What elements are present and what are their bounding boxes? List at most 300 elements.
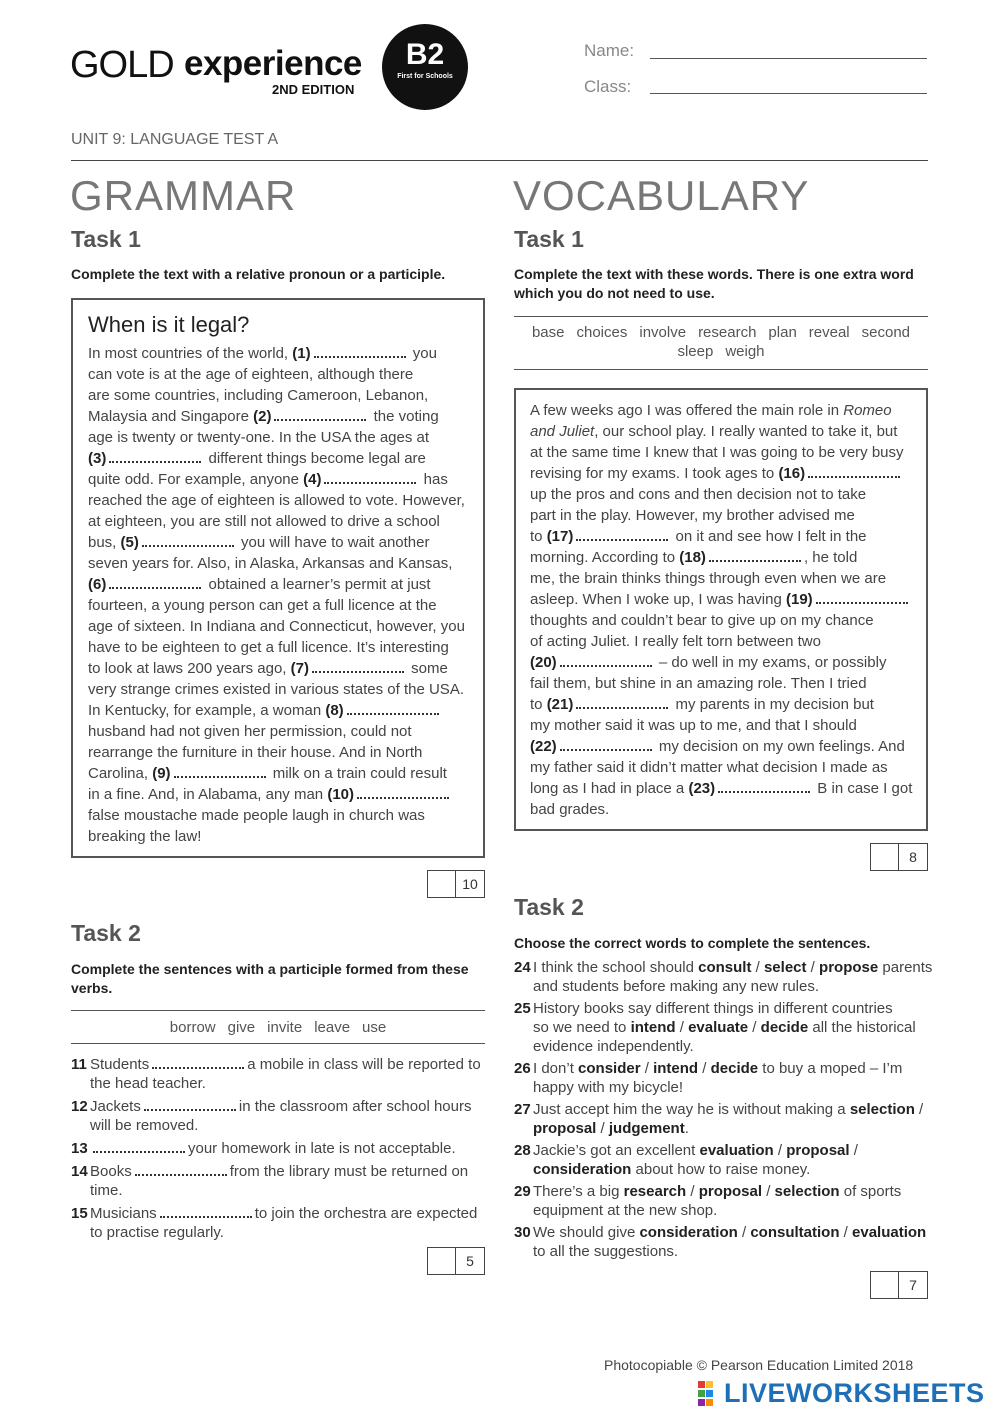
sentence-text: /: [675, 1019, 689, 1036]
choice-item: [514, 1223, 928, 1261]
sentence-text: /: [839, 1224, 853, 1241]
copyright: Photocopiable © Pearson Education Limited 2018: [604, 1357, 914, 1373]
word-choice[interactable]: consideration: [533, 1161, 632, 1178]
score-max: 7: [909, 1277, 917, 1293]
passage-text: different things become legal are: [204, 450, 426, 467]
answer-gap[interactable]: [347, 701, 439, 715]
passage-text: very strange crimes existed in various states of the USA.: [88, 681, 464, 698]
choice-line: [533, 1223, 928, 1242]
passage-line: [88, 742, 473, 763]
brand-gold: GOLD: [70, 44, 174, 86]
passage-text: me, the brain thinks things through even when we are: [530, 570, 887, 587]
choice-item: [514, 1182, 928, 1220]
answer-gap[interactable]: [109, 449, 201, 463]
passage-line: [88, 700, 473, 721]
passage-text: on it and see how I felt in the: [671, 528, 867, 545]
item-number: 29: [514, 1183, 531, 1200]
sentence-text: Books: [90, 1163, 132, 1180]
passage-line: [88, 805, 473, 826]
sentence-text: so we need to: [533, 1019, 631, 1036]
answer-gap[interactable]: [314, 344, 406, 358]
passage-text: my parents in my decision but: [671, 696, 874, 713]
passage-line: [88, 343, 473, 364]
passage-text: seven years for. Also, in Alaska, Arkansas and Kansas,: [88, 555, 453, 572]
sentence-text: parents: [878, 959, 933, 976]
grammar-task2-items: [71, 1055, 485, 1246]
choice-line: [533, 1037, 928, 1056]
answer-gap[interactable]: [560, 653, 652, 667]
passage-line: [88, 784, 473, 805]
word-option: involve: [639, 324, 687, 341]
word-option: borrow: [169, 1019, 216, 1036]
sentence-text: /: [751, 959, 764, 976]
word-row: [514, 323, 928, 342]
answer-gap[interactable]: [709, 548, 801, 562]
answer-gap[interactable]: [160, 1204, 252, 1218]
passage-text: quite odd. For example, anyone: [88, 471, 304, 488]
passage-text: have to be eighteen to get a full licence. It’s interesting: [88, 639, 449, 656]
word-choice[interactable]: consideration: [639, 1224, 738, 1241]
answer-gap[interactable]: [718, 779, 810, 793]
passage-text: are some countries, including Cameroon, Lebanon,: [88, 387, 429, 404]
gap-number: (2): [253, 408, 272, 425]
passage-text: Malaysia and Singapore: [88, 408, 254, 425]
grammar-task2-heading: Task 2: [71, 920, 141, 946]
word-option: leave: [314, 1019, 351, 1036]
word-option: sleep: [677, 343, 714, 360]
grammar-word-box: [71, 1010, 485, 1044]
sentence-text: a mobile in class will be reported to: [247, 1056, 481, 1073]
sentence-text: Students: [90, 1056, 150, 1073]
word-choice[interactable]: selection: [849, 1101, 915, 1118]
passage-text: bus,: [88, 534, 121, 551]
choice-line: [533, 958, 932, 977]
score-box-vocab-task2[interactable]: [870, 1271, 928, 1299]
passage-text: reached the age of eighteen is allowed to vote. However,: [88, 492, 465, 509]
sentence-text: evidence independently.: [533, 1038, 694, 1055]
word-option: reveal: [808, 324, 850, 341]
sentence-text: of sports: [839, 1183, 902, 1200]
sentence-text: History books say different things in different countries: [533, 1000, 893, 1017]
grammar-title: GRAMMAR: [70, 172, 297, 219]
passage-line: [530, 778, 920, 799]
word-choice[interactable]: evaluate: [688, 1019, 749, 1036]
sentence-text: to join the orchestra are expected: [254, 1205, 478, 1222]
item-number: 13: [71, 1140, 88, 1157]
passage-text: you will have to wait another: [236, 534, 430, 551]
vocab-text-box: [514, 388, 928, 831]
name-field[interactable]: [650, 58, 927, 59]
word-choice[interactable]: evaluation: [699, 1142, 774, 1159]
item-number: 26: [514, 1060, 531, 1077]
level-badge: [382, 24, 468, 110]
word-choice[interactable]: proposal: [786, 1142, 850, 1159]
passage-line: [88, 637, 473, 658]
passage-text: thoughts and couldn’t bear to give up on my chance: [530, 612, 874, 629]
passage-line: [530, 442, 920, 463]
passage-text: my mother said it was up to me, and that I should: [530, 717, 857, 734]
passage-line: [530, 505, 920, 526]
answer-gap[interactable]: [576, 527, 668, 541]
word-option: give: [227, 1019, 256, 1036]
passage-line: [88, 364, 473, 385]
sentence-text: to all the suggestions.: [533, 1243, 679, 1260]
passage-line: [530, 400, 920, 421]
choice-item: [514, 1100, 928, 1138]
passage-text: some: [406, 660, 448, 677]
word-option: plan: [768, 324, 797, 341]
passage-text: my decision on my own feelings. And: [654, 738, 905, 755]
gap-number: (16): [778, 465, 806, 482]
passage-text: long as I had in place a: [530, 780, 689, 797]
gap-number: (9): [152, 765, 171, 782]
gap-number: (22): [530, 738, 557, 755]
word-choice[interactable]: decide: [710, 1060, 759, 1077]
passage-text: , our school play. I really wanted to take it, but: [594, 423, 898, 440]
box-title: When is it legal?: [88, 312, 250, 337]
sentence-text: /: [914, 1101, 924, 1118]
answer-gap[interactable]: [109, 575, 201, 589]
vocab-task2-instruction: Choose the correct words to complete the sentences.: [514, 935, 871, 951]
passage-text: in a fine. And, in Alabama, any man: [88, 786, 328, 803]
passage-text: the voting: [369, 408, 439, 425]
gap-number: (7): [290, 660, 309, 677]
grammar-task1-instruction: Complete the text with a relative pronoun or a participle.: [71, 266, 446, 282]
passage-line: [530, 631, 920, 652]
sentence-text: Jackets: [90, 1098, 141, 1115]
liveworksheets-logo: LIVEWORKSHEETS: [724, 1378, 985, 1408]
passage-line: [88, 616, 473, 637]
gap-number: (1): [292, 345, 311, 362]
word-row: [514, 342, 928, 361]
passage-line: [88, 595, 473, 616]
sentence-text: your homework in late is not acceptable.: [188, 1140, 456, 1157]
answer-gap[interactable]: [324, 470, 416, 484]
gap-number: (19): [785, 591, 813, 608]
level-subtext: First for Schools: [397, 73, 453, 80]
passage-line: [530, 652, 920, 673]
sentence-text: /: [640, 1060, 654, 1077]
answer-gap[interactable]: [135, 1162, 227, 1176]
passage-text: up the pros and cons and then decision not to take: [530, 486, 867, 503]
answer-gap[interactable]: [144, 1097, 236, 1111]
sentence-text: We should give: [533, 1224, 640, 1241]
passage-text: fourteen, a young person can get a full licence at the: [88, 597, 437, 614]
passage-text: you: [408, 345, 437, 362]
passage-text: revising for my exams. I took ages to: [530, 465, 779, 482]
grammar-passage: [88, 343, 473, 847]
edition-label: 2ND EDITION: [272, 82, 355, 97]
word-option: invite: [267, 1019, 303, 1036]
passage-text: to: [530, 528, 547, 545]
grammar-task2-instruction: Complete the sentences with a participle formed from these verbs.: [71, 961, 469, 996]
sentence-text: /: [737, 1224, 751, 1241]
sentence-item: [71, 1097, 485, 1135]
passage-line: [88, 532, 473, 553]
item-number: 27: [514, 1101, 531, 1118]
passage-text: morning. According to: [530, 549, 680, 566]
item-number: 25: [514, 1000, 531, 1017]
gap-number: (20): [530, 654, 557, 671]
item-number: 14: [71, 1163, 88, 1180]
passage-line: [530, 568, 920, 589]
passage-line: [88, 721, 473, 742]
word-choice[interactable]: intend: [653, 1060, 699, 1077]
passage-line: [88, 469, 473, 490]
word-choice[interactable]: intend: [630, 1019, 676, 1036]
passage-text: B in case I got: [813, 780, 913, 797]
choice-line: [533, 977, 932, 996]
score-box-grammar-task1[interactable]: [427, 870, 485, 898]
word-choice[interactable]: evaluation: [852, 1224, 927, 1241]
sentence-text: /: [849, 1142, 858, 1159]
sentence-text: I think the school should: [533, 959, 699, 976]
word-option: weigh: [725, 343, 765, 360]
sentence-text: /: [748, 1019, 761, 1036]
passage-text: , he told: [803, 549, 858, 566]
choice-line: [533, 1160, 928, 1179]
passage-line: [530, 421, 920, 442]
choice-line: [533, 1182, 928, 1201]
sentence-text: to buy a moped – I’m: [758, 1060, 903, 1077]
answer-gap[interactable]: [312, 659, 404, 673]
passage-line: [530, 610, 920, 631]
item-number: 28: [514, 1142, 531, 1159]
passage-line: [88, 511, 473, 532]
vocabulary-title: VOCABULARY: [513, 172, 810, 219]
score-box-vocab-task1[interactable]: [870, 843, 928, 871]
grammar-text-box: [71, 298, 485, 858]
word-choice[interactable]: consultation: [750, 1224, 840, 1241]
class-field[interactable]: [650, 93, 927, 94]
word-option: second: [861, 324, 911, 341]
passage-text: has: [419, 471, 448, 488]
word-choice[interactable]: research: [623, 1183, 687, 1200]
name-label: Name:: [584, 41, 635, 60]
passage-text: breaking the law!: [88, 828, 202, 845]
sentence-text: will be removed.: [90, 1117, 199, 1134]
gap-number: (5): [120, 534, 139, 551]
answer-gap[interactable]: [576, 695, 668, 709]
gap-number: (23): [688, 780, 716, 797]
sentence-text: and students before making any new rules.: [533, 978, 820, 995]
passage-line: [88, 406, 473, 427]
sentence-text: /: [686, 1183, 699, 1200]
vocab-word-box: [514, 316, 928, 370]
gap-number: (10): [327, 786, 355, 803]
vocab-task1-heading: Task 1: [514, 226, 584, 252]
gap-number: (3): [88, 450, 107, 467]
sentence-text: /: [806, 959, 820, 976]
gap-number: (8): [325, 702, 344, 719]
answer-gap[interactable]: [93, 1139, 185, 1153]
word-choice[interactable]: consider: [578, 1060, 641, 1077]
sentence-text: /: [762, 1183, 775, 1200]
sentence-text: Jackie’s got an excellent: [533, 1142, 700, 1159]
word-choice[interactable]: judgement: [608, 1120, 685, 1137]
passage-text: my father said it didn’t matter what decision I made as: [530, 759, 888, 776]
passage-line: [530, 757, 920, 778]
sentence-text: all the historical: [808, 1019, 916, 1036]
gap-number: (21): [546, 696, 574, 713]
passage-text: A few weeks ago I was offered the main role in: [530, 402, 844, 419]
vocab-task2-heading: Task 2: [514, 894, 584, 920]
choice-item: [514, 1141, 928, 1179]
answer-gap[interactable]: [152, 1055, 244, 1069]
sentence-text: in the classroom after school hours: [238, 1098, 472, 1115]
sentence-text: to practise regularly.: [90, 1224, 224, 1241]
passage-line: [530, 463, 920, 484]
choice-line: [533, 1119, 928, 1138]
passage-line: [530, 526, 920, 547]
answer-gap[interactable]: [816, 590, 908, 604]
answer-gap[interactable]: [357, 785, 449, 799]
sentence-text: /: [596, 1120, 609, 1137]
passage-line: [530, 715, 920, 736]
passage-line: [88, 658, 473, 679]
item-number: 11: [71, 1056, 87, 1073]
sentence-text: /: [773, 1142, 787, 1159]
answer-gap[interactable]: [274, 407, 366, 421]
vocab-task2-items: [514, 958, 933, 1264]
passage-text: milk on a train could result: [268, 765, 447, 782]
passage-text: and Juliet: [530, 423, 595, 440]
word-choice[interactable]: select: [763, 959, 807, 976]
class-label: Class:: [584, 77, 632, 96]
choice-line: [533, 1078, 928, 1097]
word-choice[interactable]: propose: [819, 959, 879, 976]
sentence-text: about how to raise money.: [631, 1161, 811, 1178]
sentence-text: I don’t: [533, 1060, 579, 1077]
answer-gap[interactable]: [560, 737, 652, 751]
passage-text: rearrange the furniture in their house. And in North: [88, 744, 423, 761]
sentence-text: Just accept him the way he is without making a: [533, 1101, 850, 1118]
word-choice[interactable]: proposal: [533, 1120, 597, 1137]
score-max: 5: [466, 1253, 474, 1269]
passage-text: to: [530, 696, 547, 713]
word-choice[interactable]: proposal: [698, 1183, 763, 1200]
liveworksheets-icon: [698, 1381, 722, 1407]
vocab-passage: [530, 400, 920, 820]
gap-number: (4): [303, 471, 322, 488]
passage-line: [530, 484, 920, 505]
passage-text: bad grades.: [530, 801, 610, 818]
passage-text: – do well in my exams, or possibly: [654, 654, 887, 671]
gap-number: (18): [679, 549, 706, 566]
word-choice[interactable]: consult: [698, 959, 752, 976]
passage-line: [530, 694, 920, 715]
word-choice[interactable]: selection: [774, 1183, 840, 1200]
passage-text: false moustache made people laugh in church was: [88, 807, 425, 824]
item-number: 12: [71, 1098, 88, 1115]
gap-number: (6): [88, 576, 107, 593]
passage-line: [88, 385, 473, 406]
word-option: choices: [576, 324, 628, 341]
passage-line: [530, 799, 920, 820]
passage-text: of acting Juliet. I really felt torn between two: [530, 633, 821, 650]
answer-gap[interactable]: [174, 764, 266, 778]
passage-text: age of sixteen. In Indiana and Connecticut, however, you: [88, 618, 465, 635]
passage-line: [530, 589, 920, 610]
word-option: base: [531, 324, 565, 341]
unit-title: UNIT 9: LANGUAGE TEST A: [71, 131, 279, 148]
passage-line: [88, 826, 473, 847]
word-option: use: [362, 1019, 387, 1036]
score-box-grammar-task2[interactable]: [427, 1247, 485, 1275]
passage-text: husband had not given her permission, could not: [88, 723, 412, 740]
sentence-text: equipment at the new shop.: [533, 1202, 718, 1219]
level-text: B2: [405, 38, 445, 71]
passage-text: In most countries of the world,: [88, 345, 293, 362]
choice-line: [533, 1201, 928, 1220]
vocab-task1-instruction: Complete the text with these words. There is one extra word which you do not need to use.: [514, 266, 914, 301]
passage-line: [88, 427, 473, 448]
sentence-text: time.: [90, 1182, 123, 1199]
passage-text: obtained a learner’s permit at just: [204, 576, 431, 593]
passage-text: fail them, but shine in an amazing role. Then I tried: [530, 675, 867, 692]
score-max: 8: [909, 849, 917, 865]
choice-item: [514, 999, 928, 1056]
choice-line: [533, 999, 928, 1018]
passage-line: [88, 574, 473, 595]
sentence-text: /: [698, 1060, 711, 1077]
passage-line: [88, 490, 473, 511]
passage-text: to look at laws 200 years ago,: [88, 660, 291, 677]
sentence-text: There’s a big: [533, 1183, 624, 1200]
sentence-item: [71, 1204, 485, 1242]
passage-text: Romeo: [843, 402, 892, 419]
brand-experience: experience: [184, 44, 362, 83]
grammar-task1-heading: Task 1: [71, 226, 141, 252]
choice-line: [533, 1141, 928, 1160]
passage-text: asleep. When I woke up, I was having: [530, 591, 786, 608]
answer-gap[interactable]: [808, 464, 900, 478]
item-number: 30: [514, 1224, 531, 1241]
sentence-item: [71, 1055, 485, 1093]
sentence-text: .: [684, 1120, 689, 1137]
sentence-text: the head teacher.: [90, 1075, 206, 1092]
choice-line: [533, 1242, 928, 1261]
passage-text: at eighteen, you are still not allowed to drive a school: [88, 513, 440, 530]
passage-text: at the same time I knew that I was going to be very busy: [530, 444, 904, 461]
passage-text: can vote is at the age of eighteen, although there: [88, 366, 414, 383]
passage-line: [88, 763, 473, 784]
passage-text: age is twenty or twenty-one. In the USA the ages at: [88, 429, 430, 446]
choice-line: [533, 1100, 928, 1119]
word-choice[interactable]: decide: [760, 1019, 809, 1036]
passage-line: [530, 547, 920, 568]
passage-text: Carolina,: [88, 765, 153, 782]
passage-line: [88, 679, 473, 700]
score-max: 10: [462, 876, 478, 892]
header-divider: [71, 160, 928, 161]
sentence-item: [71, 1139, 485, 1158]
sentence-text: Musicians: [90, 1205, 157, 1222]
choice-line: [533, 1059, 928, 1078]
passage-line: [530, 673, 920, 694]
item-number: 15: [71, 1205, 88, 1222]
passage-line: [88, 553, 473, 574]
choice-item: [514, 958, 933, 996]
sentence-item: [71, 1162, 485, 1200]
passage-text: In Kentucky, for example, a woman: [88, 702, 326, 719]
passage-line: [88, 448, 473, 469]
sentence-text: happy with my bicycle!: [533, 1079, 684, 1096]
sentence-text: from the library must be returned on: [229, 1163, 469, 1180]
passage-text: part in the play. However, my brother advised me: [530, 507, 855, 524]
answer-gap[interactable]: [142, 533, 234, 547]
item-number: 24: [514, 959, 531, 976]
